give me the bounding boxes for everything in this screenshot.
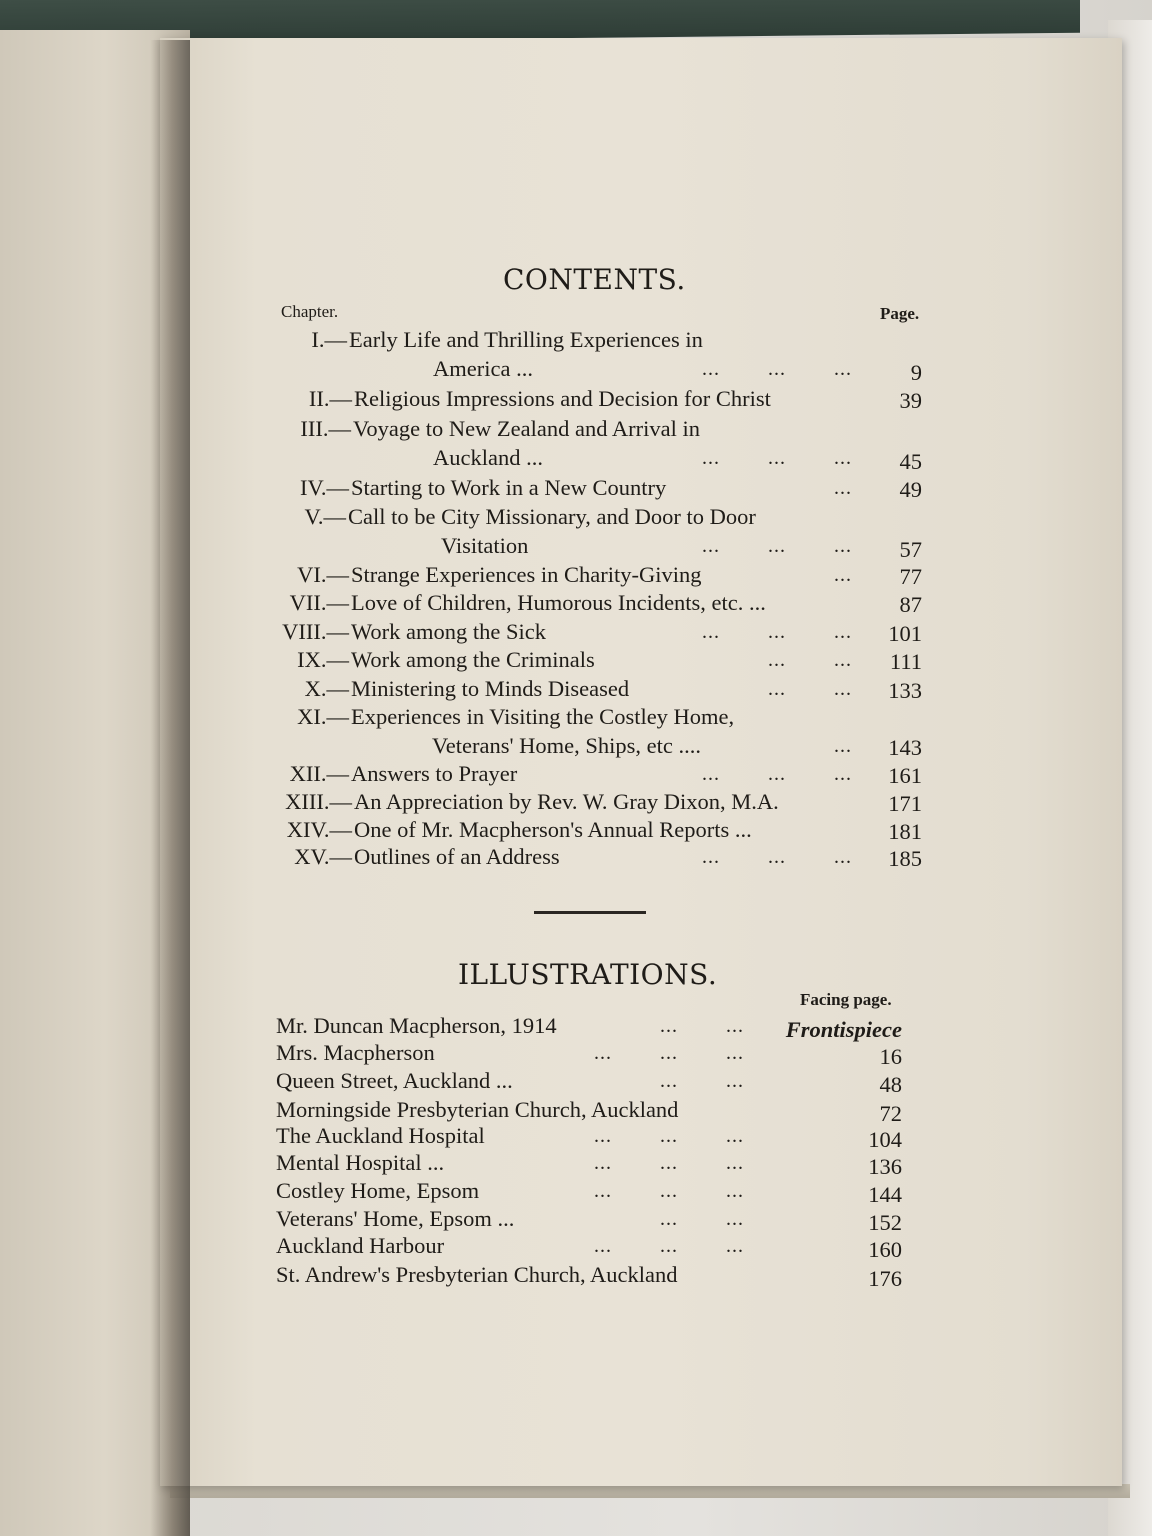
leader-dots: ... ... (660, 1015, 744, 1037)
chapter-page-number: 185 (888, 846, 922, 871)
chapter-title-continued: America ... (433, 356, 533, 381)
leader-dots: ... ... ... (702, 358, 852, 380)
leader-dots: ... ... ... (594, 1042, 744, 1064)
illustration-title: Mental Hospital ... (276, 1150, 445, 1175)
illustration-page-number: 136 (868, 1154, 902, 1179)
leader-dots: ... (834, 477, 852, 499)
contents-title: CONTENTS. (503, 263, 686, 296)
leader-dots: ... ... ... (594, 1235, 744, 1257)
illustration-title: Morningside Presbyterian Church, Auckland (276, 1097, 679, 1122)
chapter-title-continued: Auckland ... (433, 445, 543, 470)
illustration-page-number: 176 (868, 1266, 902, 1291)
chapter-title: Starting to Work in a New Country (351, 475, 667, 500)
chapter-number: XIII.— (285, 789, 352, 814)
chapter-page-number: 87 (899, 592, 922, 617)
leader-dots: ... ... ... (702, 846, 852, 868)
leader-dots: ... ... ... (594, 1152, 744, 1174)
chapter-title: Experiences in Visiting the Costley Home, (351, 704, 735, 729)
illustration-title: Costley Home, Epsom (276, 1178, 480, 1203)
chapter-number: VIII.— (282, 619, 349, 644)
chapter-title: One of Mr. Macpherson's Annual Reports ... (354, 817, 752, 842)
chapter-title: Work among the Criminals (351, 647, 595, 672)
chapter-title: Answers to Prayer (351, 761, 518, 786)
illustration-title: Mr. Duncan Macpherson, 1914 (276, 1013, 557, 1038)
chapter-page-number: 49 (899, 477, 922, 502)
chapter-title: Outlines of an Address (354, 844, 560, 869)
leader-dots: ... ... (768, 649, 852, 671)
chapter-page-number: 39 (899, 388, 922, 413)
leader-dots: ... ... ... (702, 535, 852, 557)
leader-dots: ... ... ... (702, 763, 852, 785)
chapter-number: X.— (304, 676, 349, 701)
chapter-page-number: 143 (888, 735, 922, 760)
chapter-page-number: 111 (889, 649, 922, 674)
illustration-page-number: 48 (879, 1072, 902, 1097)
illustration-page-number: 144 (868, 1182, 902, 1207)
chapter-number: I.— (311, 327, 347, 352)
chapter-title: Ministering to Minds Diseased (351, 676, 630, 701)
chapter-page-number: 57 (899, 537, 922, 562)
illustration-page-number: 152 (868, 1210, 902, 1235)
chapter-number: III.— (300, 416, 351, 441)
chapter-page-number: 45 (899, 449, 922, 474)
illustration-title: Mrs. Macpherson (276, 1040, 435, 1065)
chapter-number: VII.— (289, 590, 349, 615)
illustrations-title: ILLUSTRATIONS. (458, 958, 718, 991)
facing-page-label: Facing page. (800, 990, 892, 1009)
chapter-number: II.— (308, 386, 352, 411)
chapter-column-label: Chapter. (281, 302, 339, 321)
chapter-number: XI.— (297, 704, 349, 729)
chapter-title: Voyage to New Zealand and Arrival in (353, 416, 700, 441)
illustration-page-number: 160 (868, 1237, 902, 1262)
chapter-number: V.— (304, 504, 346, 529)
chapter-page-number: 133 (888, 678, 922, 703)
leader-dots: ... ... ... (702, 621, 852, 643)
illustration-page-number: 104 (868, 1127, 902, 1152)
leader-dots: ... ... ... (594, 1125, 744, 1147)
leader-dots: ... (834, 735, 852, 757)
chapter-title-continued: Visitation (441, 533, 529, 558)
chapter-number: IX.— (297, 647, 349, 672)
illustration-title: Veterans' Home, Epsom ... (276, 1206, 515, 1231)
chapter-page-number: 101 (888, 621, 922, 646)
chapter-number: XV.— (294, 844, 352, 869)
page-edge-bottom (170, 1484, 1130, 1498)
chapter-title: An Appreciation by Rev. W. Gray Dixon, M.A. (354, 789, 779, 814)
chapter-title: Strange Experiences in Charity-Giving (351, 562, 702, 587)
illustration-title: Queen Street, Auckland ... (276, 1068, 513, 1093)
illustration-page-number: 16 (879, 1044, 902, 1069)
illustration-title: The Auckland Hospital (276, 1123, 485, 1148)
chapter-title: Love of Children, Humorous Incidents, etc. ... (351, 590, 766, 615)
chapter-title: Work among the Sick (351, 619, 547, 644)
page-column-label: Page. (880, 304, 920, 323)
chapter-number: XIV.— (286, 817, 352, 842)
chapter-number: XII.— (289, 761, 349, 786)
leader-dots: ... ... (768, 678, 852, 700)
chapter-title: Early Life and Thrilling Experiences in (349, 327, 703, 352)
leader-dots: ... (834, 564, 852, 586)
chapter-page-number: 77 (899, 564, 922, 589)
chapter-title-continued: Veterans' Home, Ships, etc .... (432, 733, 702, 758)
chapter-number: VI.— (297, 562, 349, 587)
leader-dots: ... ... ... (594, 1180, 744, 1202)
leader-dots: ... ... ... (702, 447, 852, 469)
chapter-page-number: 161 (888, 763, 922, 788)
chapter-page-number: 181 (888, 819, 922, 844)
book-gutter (150, 40, 190, 1536)
leader-dots: ... ... (660, 1070, 744, 1092)
illustration-title: Auckland Harbour (276, 1233, 445, 1258)
chapter-page-number: 171 (888, 791, 922, 816)
leader-dots: ... ... (660, 1208, 744, 1230)
illustration-page-number: 72 (879, 1101, 902, 1126)
illustration-title: St. Andrew's Presbyterian Church, Auckland (276, 1262, 678, 1287)
chapter-number: IV.— (300, 475, 349, 500)
chapter-page-number: 9 (910, 360, 922, 385)
section-divider (534, 911, 646, 914)
illustration-page-number: Frontispiece (785, 1017, 902, 1042)
chapter-title: Call to be City Missionary, and Door to Door (348, 504, 756, 529)
chapter-title: Religious Impressions and Decision for Christ (354, 386, 771, 411)
